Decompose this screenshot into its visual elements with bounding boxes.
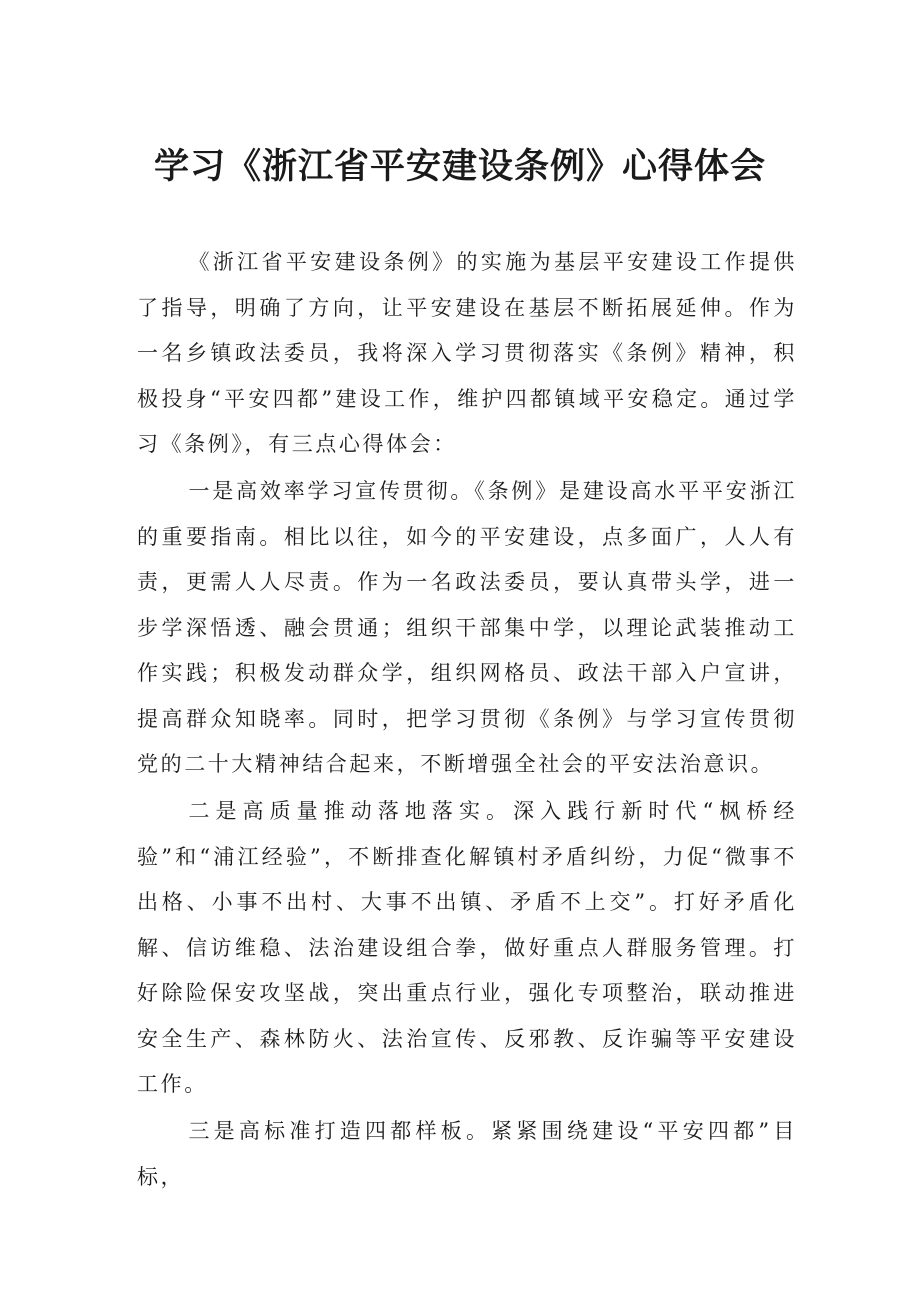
document-body [137,240,797,1202]
document-title: 学习《浙江省平安建设条例》心得体会 [153,147,766,187]
paragraph-point-two: 二是高质量推动落地落实。深入践行新时代“枫桥经验”和“浦江经验”，不断排查化解镇村矛盾纠纷，力促“微事不出格、小事不出村、大事不出镇、矛盾不上交”。打好矛盾化解、信访维稳、法治建设组合拳，做好重点人群服务管理。打好除险保安攻坚战，突出重点行业，强化专项整治，联动推进安全生产、森林防火、法治宣传、反邪教、反诈骗等平安建设工作。 [137,799,797,1096]
paragraph-point-one: 一是高效率学习宣传贯彻。《条例》是建设高水平平安浙江的重要指南。相比以往，如今的平安建设，点多面广，人人有责，更需人人尽责。作为一名政法委员，要认真带头学，进一步学深悟透、融会贯通；组织干部集中学，以理论武装推动工作实践；积极发动群众学，组织网格员、政法干部入户宣讲，提高群众知晓率。同时，把学习贯彻《条例》与学习宣传贯彻党的二十大精神结合起来，不断增强全社会的平安法治意识。 [137,479,797,776]
paragraph-point-three: 三是高标准打造四都样板。紧紧围绕建设“平安四都”目标， [137,1119,797,1189]
paragraph-intro: 《浙江省平安建设条例》的实施为基层平安建设工作提供了指导，明确了方向，让平安建设在基层不断拓展延伸。作为一名乡镇政法委员，我将深入学习贯彻落实《条例》精神，积极投身“平安四都”建设工作，维护四都镇域平安稳定。通过学习《条例》，有三点心得体会： [137,250,797,456]
